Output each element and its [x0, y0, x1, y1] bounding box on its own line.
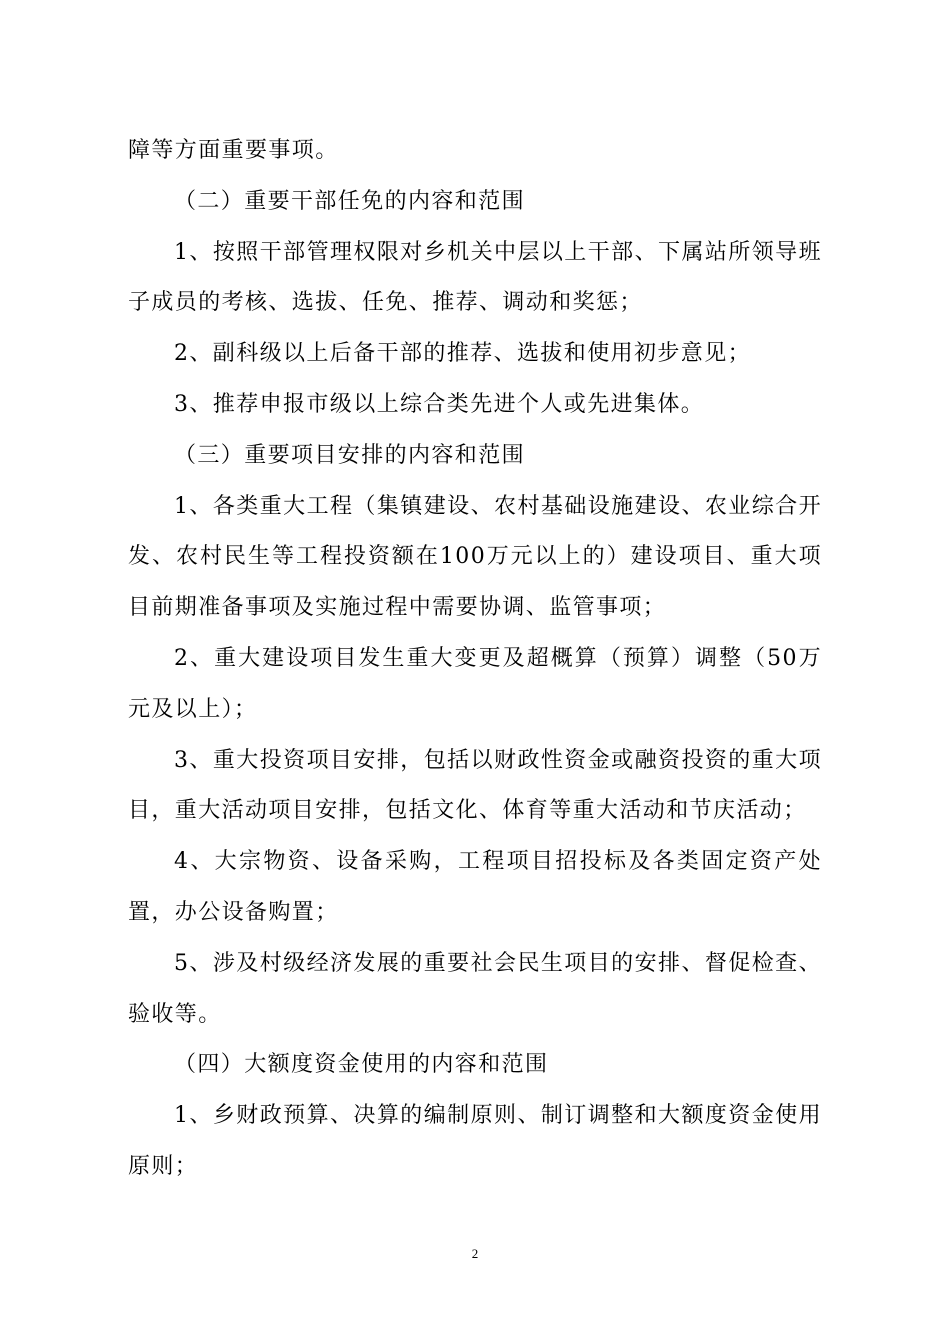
section-heading-4: （四）大额度资金使用的内容和范围	[174, 1052, 549, 1078]
list-item: 2、副科级以上后备干部的推荐、选拔和使用初步意见；	[174, 341, 751, 367]
document-body	[128, 126, 822, 1193]
list-item: 1、乡财政预算、决算的编制原则、制订调整和大额度资金使用原则；	[128, 1103, 822, 1179]
list-item: 5、涉及村级经济发展的重要社会民生项目的安排、督促检查、验收等。	[128, 950, 822, 1027]
page-number: 2	[471, 1246, 479, 1261]
section-heading-2: （二）重要干部任免的内容和范围	[174, 188, 526, 214]
paragraph-continuation: 障等方面重要事项。	[128, 138, 339, 163]
list-item: 4、大宗物资、设备采购，工程项目招投标及各类固定资产处置，办公设备购置；	[128, 849, 822, 925]
list-item: 2、重大建设项目发生重大变更及超概算（预算）调整（50万元及以上）；	[128, 645, 822, 722]
list-item: 3、推荐申报市级以上综合类先进个人或先进集体。	[174, 391, 705, 417]
list-item: 1、按照干部管理权限对乡机关中层以上干部、下属站所领导班子成员的考核、选拔、任免、推荐、调动和奖惩；	[128, 239, 822, 316]
section-heading-3: （三）重要项目安排的内容和范围	[174, 442, 526, 468]
list-item: 3、重大投资项目安排，包括以财政性资金或融资投资的重大项目，重大活动项目安排，包括文化、体育等重大活动和节庆活动；	[128, 747, 822, 824]
list-item: 1、各类重大工程（集镇建设、农村基础设施建设、农业综合开发、农村民生等工程投资额在100万元以上的）建设项目、重大项目前期准备事项及实施过程中需要协调、监管事项；	[128, 493, 822, 621]
